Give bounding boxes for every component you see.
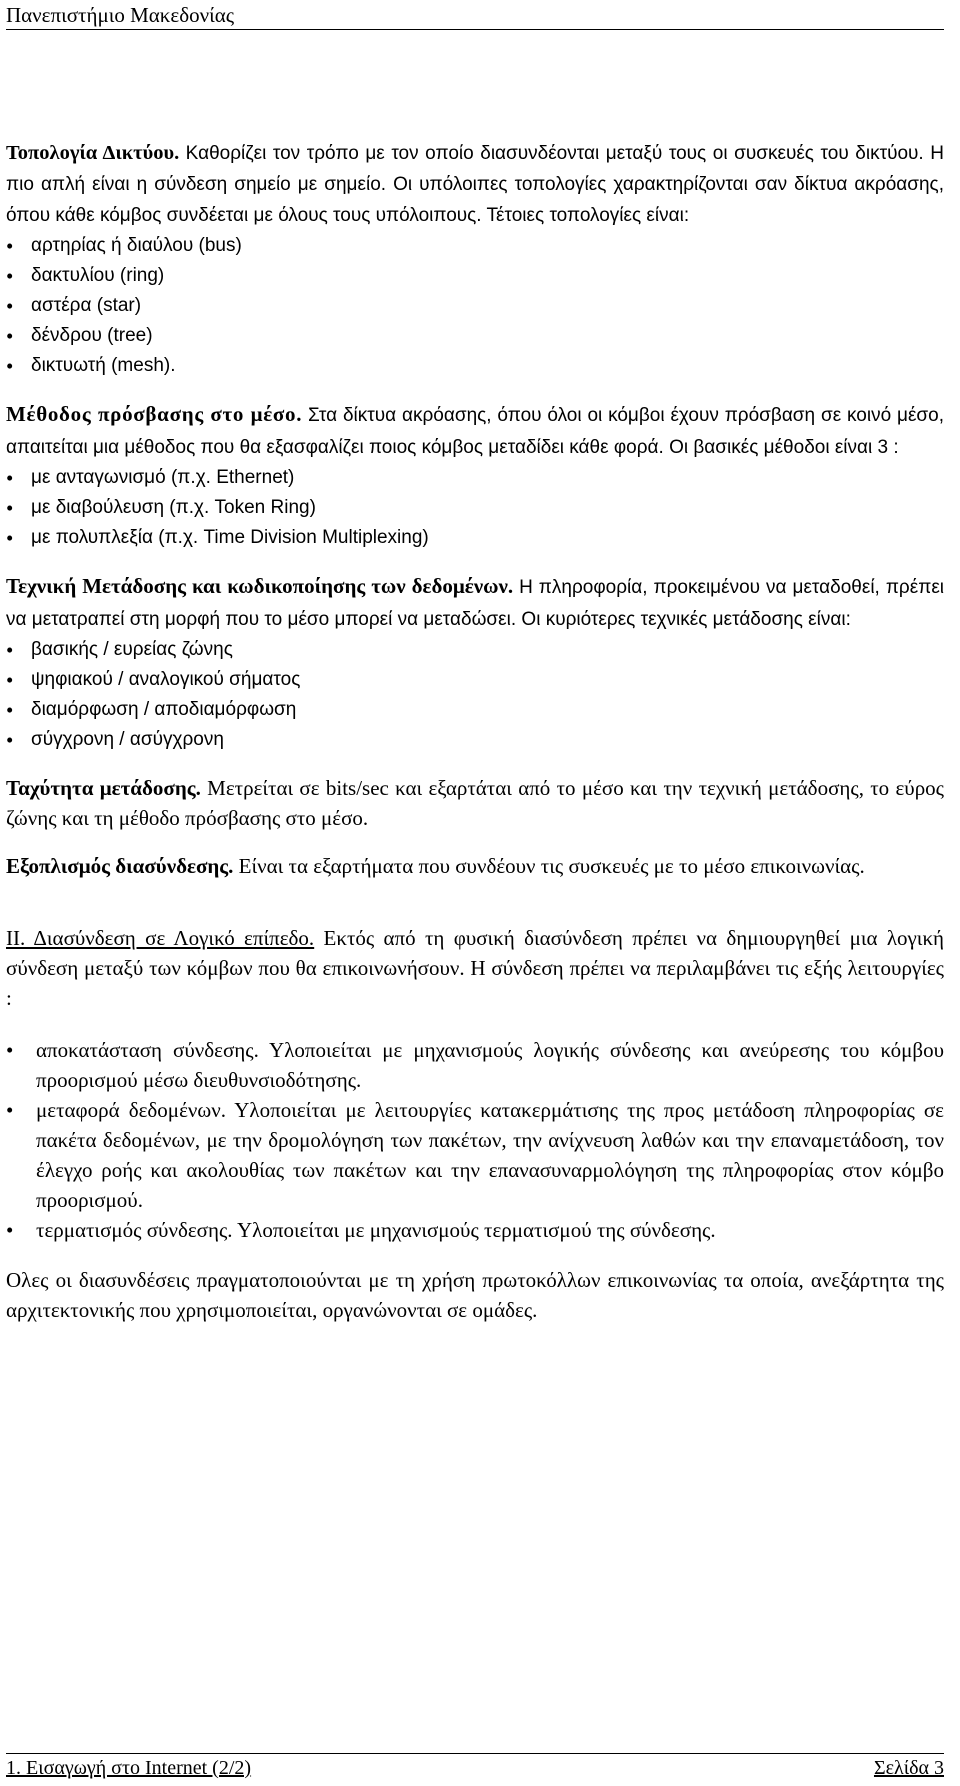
list-item: • ψηφιακού / αναλογικού σήματος [6, 665, 944, 695]
speed-text: Μετρείται σε bits/sec και εξαρτάται από το μέσο και την τεχνική μετάδοσης, το εύρος ζώνης και τη μέθοδο πρόσβασης στο μέσο. [6, 776, 944, 830]
topology-list [6, 231, 944, 381]
topology-text: Καθορίζει τον τρόπο με τον οποίο διασυνδέονται μεταξύ τους οι συσκευές του δικτύου. Η πιο απλή είναι η σύνδεση σημείο με σημείο. Οι υπόλοιπες τοπολογίες χαρακτηρίζονται σαν δίκτυα ακρόασης, όπου κάθε κόμβος συνδέεται με όλους τους υπόλοιπους. Τέτοιες τοπολογίες είναι: [6, 143, 945, 226]
footer-page-number: Σελίδα 3 [873, 1757, 944, 1779]
encoding-heading: Τεχνική Μετάδοσης και κωδικοποίησης των δεδομένων. [6, 574, 514, 598]
logical-paragraph [6, 923, 944, 1013]
topology-paragraph [6, 138, 944, 231]
list-item: • βασικής / ευρείας ζώνης [6, 635, 944, 665]
footer-chapter: 1. Εισαγωγή στο Internet (2/2) [6, 1757, 252, 1779]
speed-heading: Ταχύτητα μετάδοσης. [6, 776, 201, 800]
equipment-paragraph [6, 851, 944, 881]
access-text: Στα δίκτυα ακρόασης, όπου όλοι οι κόμβοι έχουν πρόσβαση σε κοινό μέσο, απαιτείται μια μέθοδος που θα εξασφαλίζει ποιος κόμβος μεταδίδει κάθε φορά. Οι βασικές μέθοδοι είναι 3 : [6, 405, 944, 458]
encoding-paragraph [6, 571, 944, 635]
access-paragraph [6, 399, 944, 463]
list-item: • δικτυωτή (mesh). [6, 351, 944, 381]
encoding-text: Η πληροφορία, προκειμένου να μεταδοθεί, πρέπει να μετατραπεί στη μορφή που το μέσο μπορεί να μεταδώσει. Οι κυριότερες τεχνικές μετάδοσης είναι: [6, 577, 945, 630]
list-item: • αρτηρίας ή διαύλου (bus) [6, 231, 944, 261]
access-list [6, 463, 944, 553]
list-item: • δένδρου (tree) [6, 321, 944, 351]
page-footer [6, 1753, 944, 1782]
list-item: • σύγχρονη / ασύγχρονη [6, 725, 944, 755]
list-item: • με πολυπλεξία (π.χ. Time Division Multiplexing) [6, 523, 944, 553]
page-header [6, 2, 944, 30]
list-item: • με ανταγωνισμό (π.χ. Ethernet) [6, 463, 944, 493]
logical-text: Εκτός από τη φυσική διασύνδεση πρέπει να δημιουργηθεί μια λογική σύνδεση μεταξύ των κόμβων που θα επικοινωνήσουν. Η σύνδεση πρέπει να περιλαμβάνει τις εξής λειτουργίες : [6, 926, 945, 1010]
speed-paragraph [6, 773, 944, 833]
logical-list [6, 1035, 944, 1245]
page-content [6, 138, 944, 1325]
access-heading: Μέθοδος πρόσβασης στο μέσο. [6, 402, 303, 426]
university-title: Πανεπιστήμιο Μακεδονίας [6, 3, 235, 27]
list-item: • μεταφορά δεδομένων. Υλοποιείται με λειτουργίες κατακερμάτισης της προς μετάδοση πληροφορίας σε πακέτα δεδομένων, με την δρομολόγηση των πακέτων, την ανίχνευση λαθών και την επαναμετάδοση, τον έλεγχο ροής και ακολουθίας των πακέτων και την επανασυναρμολόγηση της πληροφορίας στον κόμβο προορισμού. [6, 1095, 944, 1215]
list-item: • αποκατάσταση σύνδεσης. Υλοποιείται με μηχανισμούς λογικής σύνδεσης και ανεύρεσης του κόμβου προορισμού μέσω διευθυνσιοδότησης. [6, 1035, 944, 1095]
list-item: • αστέρα (star) [6, 291, 944, 321]
closing-paragraph: Ολες οι διασυνδέσεις πραγματοποιούνται με τη χρήση πρωτοκόλλων επικοινωνίας τα οποία, ανεξάρτητα της αρχιτεκτονικής που χρησιμοποιείται, οργανώνονται σε ομάδες. [6, 1268, 944, 1322]
list-item: • με διαβούλευση (π.χ. Token Ring) [6, 493, 944, 523]
list-item: • τερματισμός σύνδεσης. Υλοποιείται με μηχανισμούς τερματισμού της σύνδεσης. [6, 1215, 944, 1245]
topology-heading: Τοπολογία Δικτύου. [6, 142, 180, 164]
list-item: • δακτυλίου (ring) [6, 261, 944, 291]
logical-heading: ΙΙ. Διασύνδεση σε Λογικό επίπεδο. [6, 926, 315, 950]
equipment-text: Είναι τα εξαρτήματα που συνδέουν τις συσκευές με το μέσο επικοινωνίας. [238, 854, 865, 878]
list-item: • διαμόρφωση / αποδιαμόρφωση [6, 695, 944, 725]
equipment-heading: Εξοπλισμός διασύνδεσης. [6, 854, 234, 878]
encoding-list [6, 635, 944, 755]
